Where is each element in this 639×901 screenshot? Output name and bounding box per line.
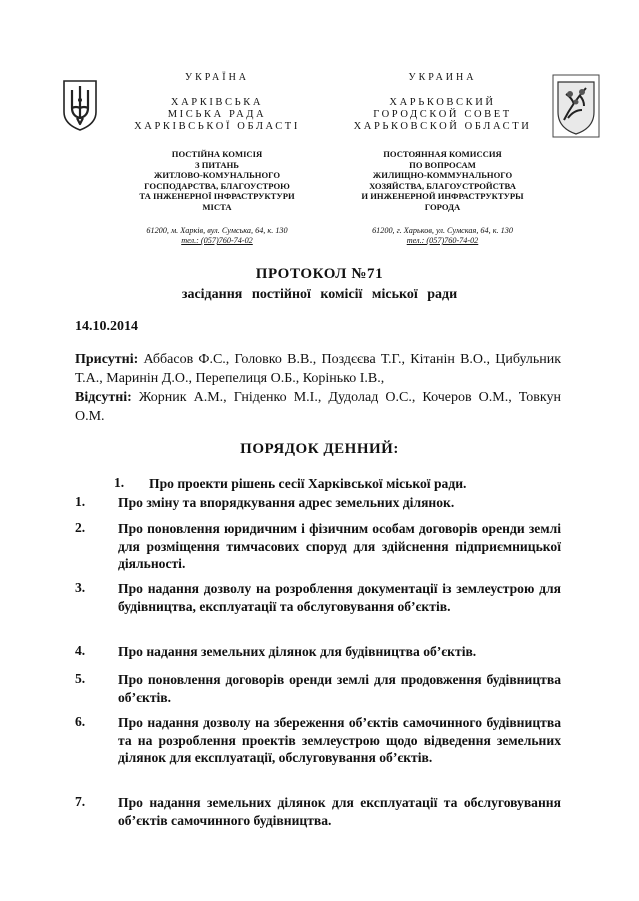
absent-members bbox=[75, 388, 561, 426]
council-line: ХАРЬКОВСКИЙ bbox=[389, 97, 496, 108]
agenda-item-text: Про зміну та впорядкування адрес земельних ділянок. bbox=[118, 495, 455, 510]
agenda-item-number: 4. bbox=[75, 643, 86, 658]
agenda-item-number: 5. bbox=[75, 671, 86, 686]
letterhead-russian bbox=[335, 72, 550, 247]
agenda-section-number: 1. bbox=[114, 475, 125, 490]
commission-name-ru bbox=[335, 149, 550, 213]
council-line: ГОРОДСКОЙ СОВЕТ bbox=[373, 109, 512, 120]
protocol-subtitle: засідання постійної комісії міської ради bbox=[181, 287, 458, 302]
agenda-item-number: 7. bbox=[75, 794, 86, 809]
address-ua: 61200, м. Харків, вул. Сумська, 64, к. 130 bbox=[146, 225, 288, 235]
agenda-item-number: 6. bbox=[75, 714, 86, 729]
commission-line: ХОЗЯЙСТВА, БЛАГОУСТРОЙСТВА bbox=[369, 180, 516, 191]
commission-line: И ИНЖЕНЕРНОЙ ИНФРАСТРУКТУРЫ bbox=[361, 191, 524, 202]
country-name-ua: УКРАЇНА bbox=[184, 72, 250, 83]
agenda-title: ПОРЯДОК ДЕННИЙ: bbox=[240, 441, 399, 457]
agenda-item-number: 2. bbox=[75, 520, 86, 535]
council-line: МІСЬКА РАДА bbox=[167, 109, 267, 120]
council-line: ХАРКІВСЬКА bbox=[170, 97, 264, 108]
commission-line: З ПИТАНЬ bbox=[195, 159, 239, 170]
present-label: Присутні: bbox=[75, 352, 139, 367]
absent-label: Відсутні: bbox=[75, 390, 132, 405]
commission-line: МІСТА bbox=[202, 201, 232, 212]
present-members bbox=[75, 350, 561, 388]
agenda-item-text: Про надання земельних ділянок для експлуатації та обслуговування об’єктів самочинного будівництва. bbox=[118, 795, 561, 828]
agenda-section-title: Про проекти рішень сесії Харківської міської ради. bbox=[149, 476, 467, 491]
country-name-ru: УКРАИНА bbox=[408, 72, 477, 83]
meeting-date: 14.10.2014 bbox=[75, 319, 138, 334]
commission-name-ua bbox=[108, 149, 326, 213]
present-names: Аббасов Ф.С., Головко В.В., Поздєєва Т.Г., Кітанін В.О., Цибульник Т.А., Маринін Д.О., Перепелиця О.Б., Корінько І.В., bbox=[75, 352, 561, 386]
agenda-item-number: 1. bbox=[75, 494, 86, 509]
commission-line: ЖИЛИЩНО-КОММУНАЛЬНОГО bbox=[372, 170, 513, 181]
agenda-item-number: 3. bbox=[75, 580, 86, 595]
agenda-item-text: Про надання дозволу на збереження об’єктів самочинного будівництва та на розроблення проектів землеустрою щодо відведення земельних ділянок для експлуатації, обслуговування об’єктів. bbox=[118, 715, 561, 766]
council-line: ХАРКІВСЬКОЇ ОБЛАСТІ bbox=[134, 121, 300, 132]
trident-coat-of-arms-icon bbox=[60, 78, 100, 132]
phone-ua: тел.: (057)760-74-02 bbox=[181, 236, 253, 246]
agenda-item-text: Про поновлення юридичним і фізичним особам договорів оренди землі для розміщення тимчасових споруд для здійснення підприємницької діяльності. bbox=[118, 521, 561, 572]
council-name-ru bbox=[335, 97, 550, 133]
commission-line: ПОСТІЙНА КОМІСІЯ bbox=[171, 149, 263, 159]
letterhead-ukrainian bbox=[108, 72, 326, 247]
absent-names: Жорник А.М., Гніденко М.І., Дудолад О.С., Кочеров О.М., Товкун О.М. bbox=[75, 390, 561, 424]
commission-line: ПОСТОЯННАЯ КОМИССИЯ bbox=[383, 149, 502, 159]
kharkiv-coat-of-arms-icon bbox=[552, 74, 600, 138]
commission-line: ГОРОДА bbox=[424, 201, 461, 212]
council-line: ХАРЬКОВСКОЙ ОБЛАСТИ bbox=[353, 121, 532, 132]
commission-line: ПО ВОПРОСАМ bbox=[409, 159, 476, 170]
agenda-item-text: Про надання дозволу на розроблення документації із землеустрою для будівництва, експлуатації та обслуговування об’єктів. bbox=[118, 581, 561, 614]
commission-line: ЖИТЛОВО-КОМУНАЛЬНОГО bbox=[153, 170, 281, 181]
commission-line: ГОСПОДАРСТВА, БЛАГОУСТРОЮ bbox=[144, 180, 290, 191]
council-name-ua bbox=[108, 97, 326, 133]
address-ru: 61200, г. Харьков, ул. Сумская, 64, к. 130 bbox=[372, 225, 513, 235]
address-block-ua bbox=[108, 226, 326, 247]
agenda-item-text: Про надання земельних ділянок для будівництва об’єктів. bbox=[118, 644, 477, 659]
phone-ru: тел.: (057)760-74-02 bbox=[406, 236, 479, 246]
agenda-item-text: Про поновлення договорів оренди землі для продовження будівництва об’єктів. bbox=[118, 672, 561, 705]
commission-line: ТА ІНЖЕНЕРНОЇ ІНФРАСТРУКТУРИ bbox=[139, 191, 295, 202]
protocol-title: ПРОТОКОЛ №71 bbox=[255, 266, 384, 282]
address-block-ru bbox=[335, 226, 550, 247]
